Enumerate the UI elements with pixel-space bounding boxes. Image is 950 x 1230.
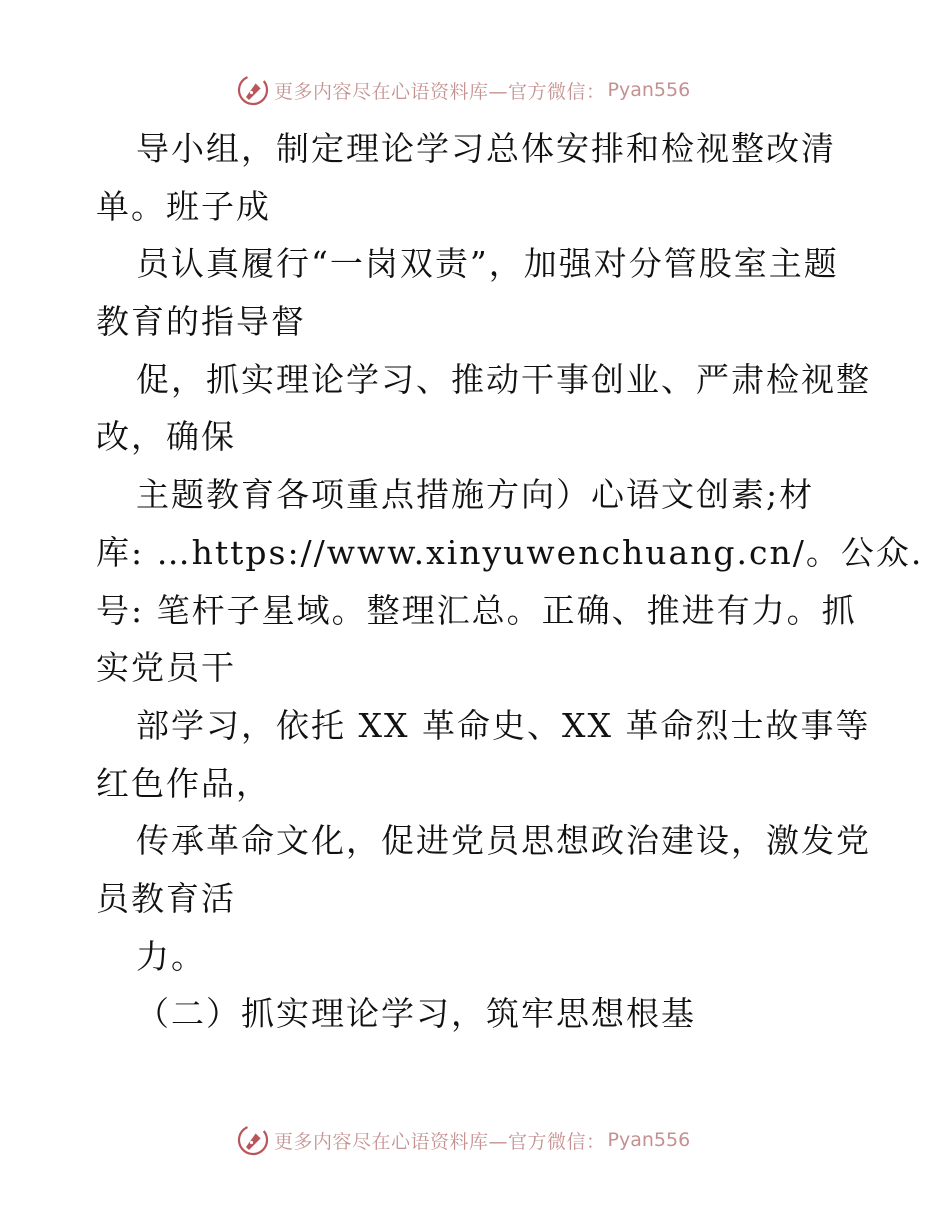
text-line: 力。 (136, 936, 206, 976)
section-heading: （二）抓实理论学习，筑牢思想根基 (136, 994, 696, 1034)
text-line: 导小组，制定理论学习总体安排和检视整改清 (136, 129, 836, 168)
text-line: 员认真履行“一岗双责”，加强对分管股室主题 (136, 244, 839, 284)
watermark-text: 更多内容尽在心语资料库—官方微信： (274, 1130, 606, 1153)
text-line: 主题教育各项重点措施方向）心语文创素;材 (136, 475, 815, 515)
text-line: 库: …https://www.xinyuwenchuang.cn/。公众. (96, 532, 924, 572)
text-line: 部学习，依托 XX 革命史、XX 革命烈士故事等 (136, 705, 871, 745)
pen-nib-logo-icon (236, 1123, 270, 1157)
watermark-text: 更多内容尽在心语资料库—官方微信： (274, 80, 606, 103)
text-line: 教育的指导督 (96, 302, 306, 342)
text-line: 员教育活 (96, 878, 236, 918)
text-line: 号: 笔杆子星域。整理汇总。正确、推进有力。抓 (96, 590, 857, 630)
text-line: 单。班子成 (96, 186, 271, 226)
watermark-header (236, 72, 690, 108)
document-body (96, 120, 924, 1043)
text-line: 传承革命文化，促进党员思想政治建设，激发党 (136, 821, 871, 861)
text-line: 实党员干 (96, 648, 236, 688)
text-line: 改，确保 (96, 417, 236, 457)
pen-nib-logo-icon (236, 73, 270, 107)
text-line: 促，抓实理论学习、推动干事创业、严肃检视整 (136, 359, 871, 399)
watermark-wechat-id: Pyan556 (607, 79, 691, 101)
watermark-footer (236, 1122, 690, 1158)
watermark-wechat-id: Pyan556 (607, 1129, 691, 1151)
text-line: 红色作品， (96, 763, 271, 803)
